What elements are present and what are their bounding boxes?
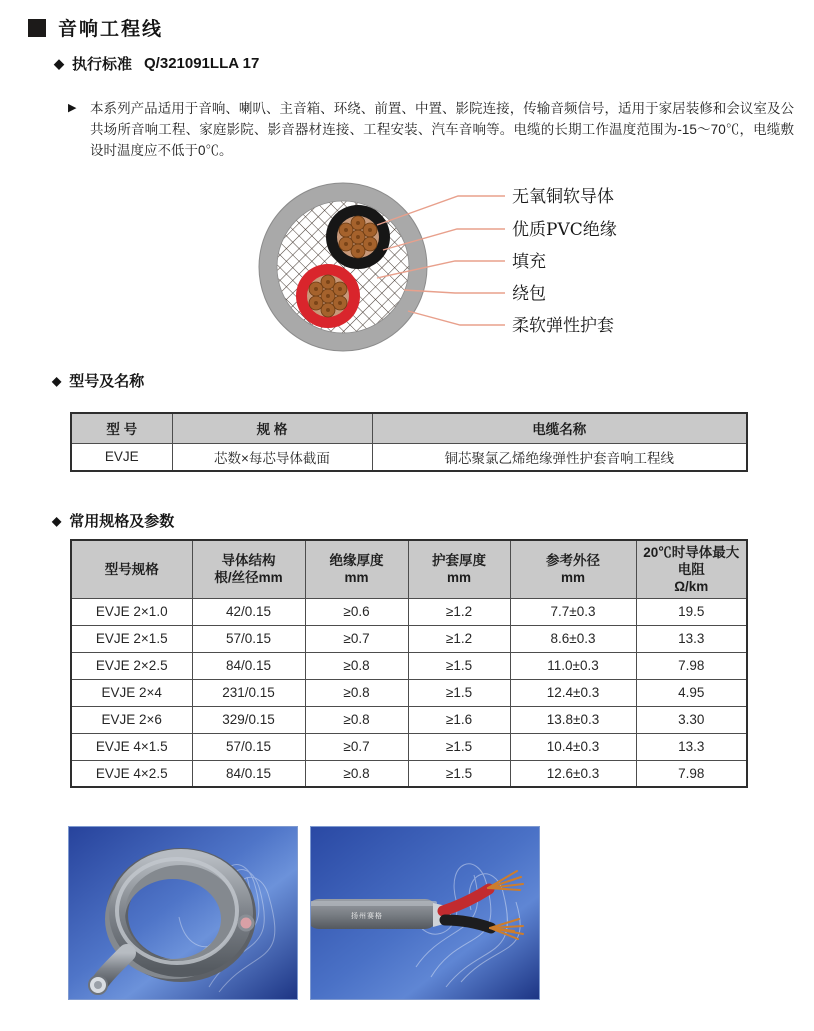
insulation-cell: ≥0.8 (305, 760, 408, 787)
column-header: 护套厚度 mm (408, 540, 510, 598)
table-row (71, 679, 747, 706)
conductor-cell: 57/0.15 (192, 733, 305, 760)
table-row (71, 598, 747, 625)
diameter-cell: 12.6±0.3 (510, 760, 636, 787)
column-header: 20℃时导体最大电阻 Ω/km (636, 540, 747, 598)
cable-print-text: 扬州赛格 (351, 913, 383, 920)
conductor-cell: 84/0.15 (192, 652, 305, 679)
resistance-cell: 19.5 (636, 598, 747, 625)
conductor-cell: 57/0.15 (192, 625, 305, 652)
sheath-cell: ≥1.5 (408, 679, 510, 706)
table-header-row (71, 413, 747, 443)
diagram-label-sheath: 柔软弹性护套 (512, 316, 614, 336)
description-row (68, 98, 794, 161)
section-heading-text: 常用规格及参数 (69, 513, 175, 530)
diameter-cell: 10.4±0.3 (510, 733, 636, 760)
sheath-cell: ≥1.6 (408, 706, 510, 733)
product-photos (0, 826, 814, 1000)
diamond-bullet-icon: ◆ (54, 55, 64, 71)
conductor-cell: 42/0.15 (192, 598, 305, 625)
spec-cell: 芯数×每芯导体截面 (172, 443, 372, 471)
column-header: 型 号 (71, 413, 172, 443)
insulation-cell: ≥0.7 (305, 733, 408, 760)
resistance-cell: 13.3 (636, 733, 747, 760)
insulation-cell: ≥0.8 (305, 679, 408, 706)
resistance-cell: 7.98 (636, 760, 747, 787)
resistance-cell: 7.98 (636, 652, 747, 679)
product-description: 本系列产品适用于音响、喇叭、主音箱、环绕、前置、中置、影院连接，传输音频信号，适用于家居装修和会议室及公共场所音响工程、家庭影院、影音器材连接、工程安装、汽车音响等。电缆的长期工作温度范围为-15～70℃，电缆敷设时温度应不低于0℃。 (90, 101, 794, 158)
resistance-cell: 3.30 (636, 706, 747, 733)
diameter-cell: 13.8±0.3 (510, 706, 636, 733)
column-header: 规 格 (172, 413, 372, 443)
model-spec-cell: EVJE 2×1.0 (71, 598, 192, 625)
column-header: 电缆名称 (372, 413, 747, 443)
cable-cross-section-diagram (250, 173, 690, 363)
diameter-cell: 7.7±0.3 (510, 598, 636, 625)
model-spec-cell: EVJE 2×6 (71, 706, 192, 733)
model-spec-cell: EVJE 4×1.5 (71, 733, 192, 760)
resistance-cell: 4.95 (636, 679, 747, 706)
diameter-cell: 12.4±0.3 (510, 679, 636, 706)
insulation-cell: ≥0.8 (305, 706, 408, 733)
sheath-cell: ≥1.5 (408, 733, 510, 760)
section-heading-specs (52, 510, 174, 531)
conductor-cell: 329/0.15 (192, 706, 305, 733)
table-row (71, 760, 747, 787)
insulation-cell: ≥0.7 (305, 625, 408, 652)
diagram-label-wrapping: 绕包 (512, 284, 546, 304)
model-spec-cell: EVJE 2×1.5 (71, 625, 192, 652)
table-header-row (71, 540, 747, 598)
model-name-table (70, 412, 748, 472)
column-header: 导体结构 根/丝径mm (192, 540, 305, 598)
column-header: 参考外径 mm (510, 540, 636, 598)
black-core (326, 205, 390, 269)
sheath-ring (259, 183, 427, 351)
standard-label: 执行标准 (72, 56, 133, 73)
insulation-cell: ≥0.8 (305, 652, 408, 679)
table-row (71, 706, 747, 733)
conductor-cell: 84/0.15 (192, 760, 305, 787)
section-heading-text: 型号及名称 (69, 373, 145, 390)
sheath-cell: ≥1.5 (408, 652, 510, 679)
standard-line (54, 53, 259, 74)
sheath-cell: ≥1.2 (408, 625, 510, 652)
insulation-cell: ≥0.6 (305, 598, 408, 625)
spec-table (70, 539, 748, 788)
page-title: 音响工程线 (58, 19, 164, 40)
table-row (71, 652, 747, 679)
triangle-bullet-icon: ▶ (68, 102, 77, 114)
table-row (71, 625, 747, 652)
standard-value: Q/321091LLA 17 (144, 55, 260, 72)
diameter-cell: 11.0±0.3 (510, 652, 636, 679)
conductor-cell: 231/0.15 (192, 679, 305, 706)
product-photo-coiled-cable (68, 826, 298, 1000)
title-square-marker (28, 19, 46, 37)
column-header: 型号规格 (71, 540, 192, 598)
sheath-cell: ≥1.5 (408, 760, 510, 787)
page-header (28, 14, 163, 41)
sheath-cell: ≥1.2 (408, 598, 510, 625)
column-header: 绝缘厚度 mm (305, 540, 408, 598)
product-photo-stripped-cable (310, 826, 540, 1000)
table-row (71, 443, 747, 471)
diamond-bullet-icon: ◆ (52, 373, 62, 388)
table-row (71, 733, 747, 760)
model-spec-cell: EVJE 2×2.5 (71, 652, 192, 679)
diamond-bullet-icon: ◆ (52, 513, 62, 528)
cable-name-cell: 铜芯聚氯乙烯绝缘弹性护套音响工程线 (372, 443, 747, 471)
diameter-cell: 8.6±0.3 (510, 625, 636, 652)
red-core (296, 264, 360, 328)
section-heading-model (52, 370, 144, 391)
diagram-label-filling: 填充 (512, 252, 546, 272)
model-spec-cell: EVJE 4×2.5 (71, 760, 192, 787)
model-cell: EVJE (71, 443, 172, 471)
diagram-label-conductor: 无氧铜软导体 (512, 187, 614, 207)
diagram-label-insulation: 优质PVC绝缘 (512, 220, 617, 240)
resistance-cell: 13.3 (636, 625, 747, 652)
model-spec-cell: EVJE 2×4 (71, 679, 192, 706)
